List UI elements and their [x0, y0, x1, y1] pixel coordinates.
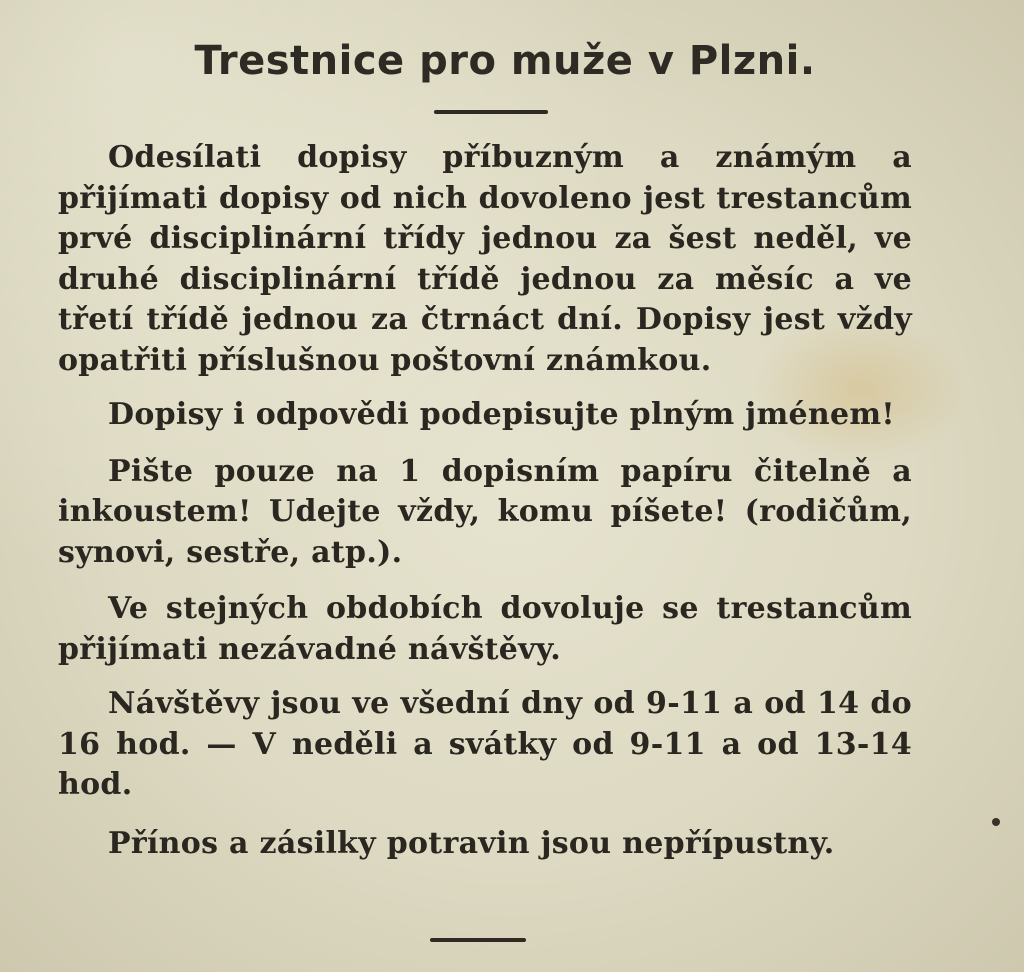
paragraph-visits-allowed: Ve stejných obdobích dovoluje se trestancům přijímati nezávadné návštěvy. [58, 591, 912, 667]
paragraph-writing-rules: Pište pouze na 1 dopisním papíru čitelně a inkoustem! Udejte vždy, komu píšete! (rodičům, synovi, sestře, atp.). [58, 453, 912, 570]
paragraph-correspondence-rules: Odesílati dopisy příbuzným a známým a přijímati dopisy od nich dovoleno jest trestancům prvé disciplinární třídy jednou za šest neděl, ve druhé disciplinární třídě jednou za měsíc a ve třetí třídě jednou za čtrnáct dní. Dopisy jest vždy opatřiti příslušnou poštovní známkou. [58, 140, 912, 378]
title-underline [434, 110, 548, 114]
paragraph-signature-rule: Dopisy i odpovědi podepisujte plným jménem! [108, 397, 895, 432]
paragraph-visiting-hours: Návštěvy jsou ve všední dny od 9-11 a od 14 do 16 hod. — V neděli a svátky od 9-11 a od 13-14 hod. [58, 686, 912, 802]
paper-speck [992, 818, 1000, 826]
closing-rule [430, 938, 526, 942]
paragraph-food-parcels: Přínos a zásilky potravin jsou nepřípustny. [108, 825, 835, 861]
document-title: Trestnice pro muže v Plzni. [194, 38, 816, 84]
